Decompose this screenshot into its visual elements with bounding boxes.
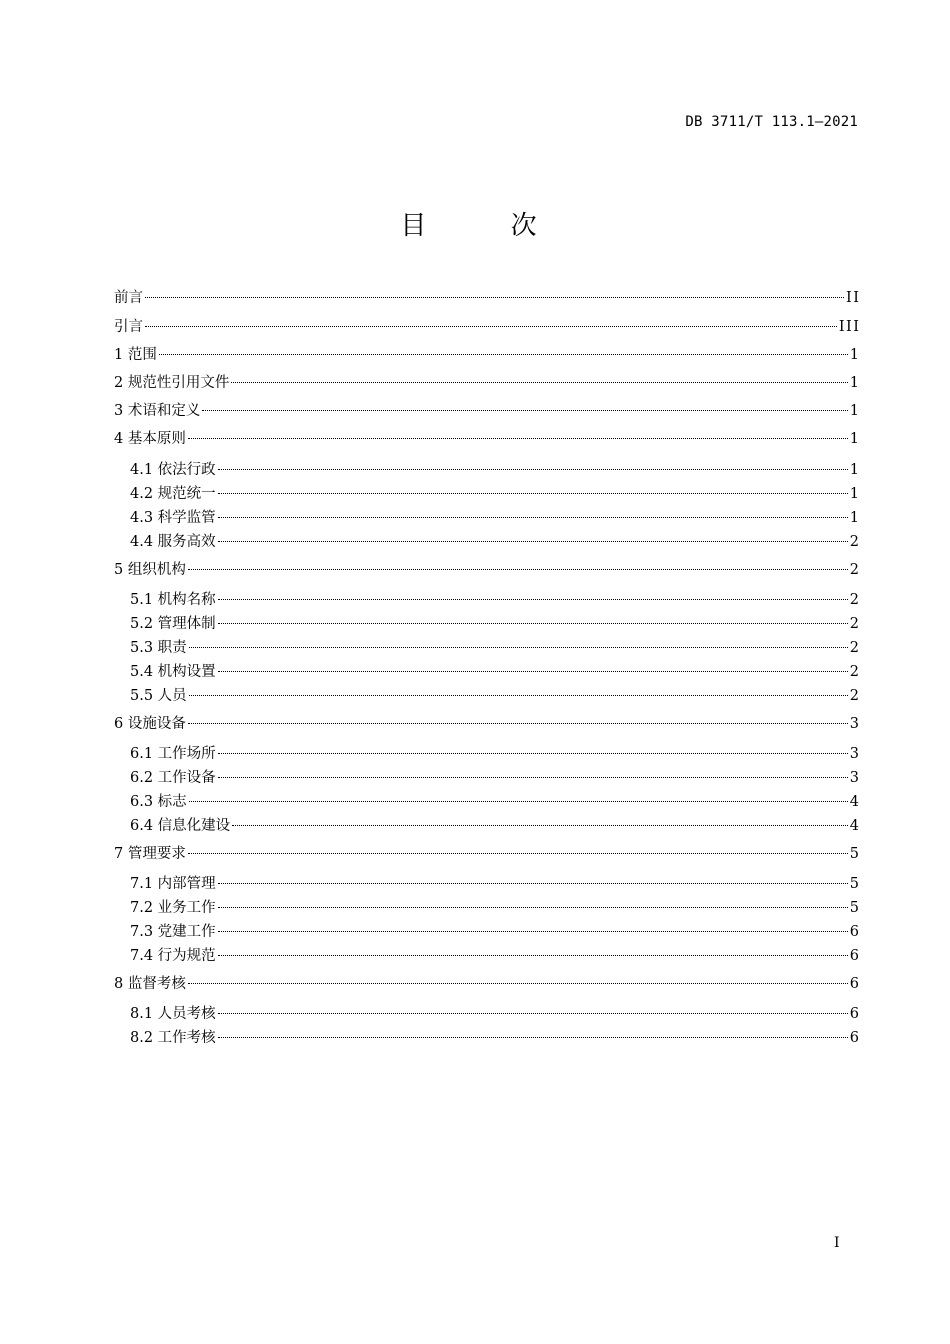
toc-entry-page: 2 [849,640,861,656]
toc-entry-label: 5.2 管理体制 [130,616,216,632]
toc-entry[interactable] [130,742,859,766]
toc-entry-label: 引言 [114,319,143,335]
toc-dot-leader [188,438,848,439]
toc-entry[interactable] [130,660,859,684]
toc-dot-leader [231,382,847,383]
toc-dot-leader [188,983,848,984]
toc-entry-label: 6 设施设备 [114,716,186,732]
toc-entry-label: 8.1 人员考核 [130,1006,216,1022]
page-number: I [834,1235,840,1251]
toc-dot-leader [218,469,848,470]
toc-entry-page: 2 [849,664,861,680]
toc-entry-page: 1 [849,375,861,391]
toc-entry-label: 4.4 服务高效 [130,534,216,550]
toc-entry-page: 1 [849,403,861,419]
toc-entry-label: 6.1 工作场所 [130,746,216,762]
toc-dot-leader [218,931,848,932]
toc-dot-leader [188,853,848,854]
toc-entry-page: III [838,319,861,335]
toc-entry[interactable] [130,482,859,506]
toc-entry[interactable] [114,343,859,367]
toc-entry-label: 4 基本原则 [114,431,186,447]
toc-dot-leader [218,1013,848,1014]
toc-entry[interactable] [114,712,859,736]
toc-dot-leader [218,955,848,956]
toc-entry-label: 5.4 机构设置 [130,664,216,680]
toc-entry[interactable] [130,814,859,838]
toc-entry-label: 5.3 职责 [130,640,187,656]
toc-entry-label: 7.4 行为规范 [130,948,216,964]
toc-entry-page: 1 [849,510,861,526]
toc-dot-leader [189,801,848,802]
toc-entry[interactable] [130,766,859,790]
toc-entry-label: 6.4 信息化建设 [130,818,231,834]
toc-entry[interactable] [130,636,859,660]
toc-entry[interactable] [130,530,859,554]
toc-dot-leader [202,410,847,411]
toc-entry-label: 8 监督考核 [114,976,186,992]
toc-entry-page: 6 [849,976,861,992]
toc-entry-page: 2 [849,688,861,704]
toc-entry[interactable] [130,506,859,530]
toc-entry-label: 4.1 依法行政 [130,462,216,478]
toc-dot-leader [218,517,848,518]
toc-entry[interactable] [130,684,859,708]
toc-entry-label: 5.5 人员 [130,688,187,704]
toc-entry[interactable] [130,458,859,482]
toc-dot-leader [145,326,837,327]
toc-entry-page: 6 [849,924,861,940]
toc-entry[interactable] [130,1026,859,1050]
toc-entry-label: 前言 [114,290,143,306]
toc-entry-label: 7.2 业务工作 [130,900,216,916]
toc-entry-page: 1 [849,462,861,478]
toc-dot-leader [188,723,848,724]
toc-entry[interactable] [130,588,859,612]
toc-entry[interactable] [114,842,859,866]
toc-entry[interactable] [130,920,859,944]
toc-entry[interactable] [114,371,859,395]
toc-entry-page: 2 [849,562,861,578]
toc-entry[interactable] [114,286,859,310]
toc-entry[interactable] [130,612,859,636]
toc-dot-leader [232,825,848,826]
toc-entry-page: 2 [849,616,861,632]
toc-entry[interactable] [114,315,859,339]
toc-dot-leader [218,493,848,494]
toc-entry-label: 4.2 规范统一 [130,486,216,502]
toc-entry-label: 5.1 机构名称 [130,592,216,608]
toc-entry-page: 6 [849,1030,861,1046]
toc-entry[interactable] [114,972,859,996]
toc-entry-label: 7 管理要求 [114,846,186,862]
toc-entry-page: 5 [849,846,861,862]
toc-entry-page: 1 [849,486,861,502]
toc-entry-page: 1 [849,347,861,363]
toc-dot-leader [188,569,848,570]
toc-entry-label: 3 术语和定义 [114,403,201,419]
toc-entry[interactable] [130,790,859,814]
toc-dot-leader [218,623,848,624]
toc-dot-leader [218,599,848,600]
toc-entry-label: 5 组织机构 [114,562,186,578]
toc-dot-leader [218,541,848,542]
toc-entry-page: 2 [849,534,861,550]
toc-entry-page: 2 [849,592,861,608]
toc-title: 目 次 [400,211,575,241]
toc-entry-label: 7.3 党建工作 [130,924,216,940]
toc-entry-page: 4 [849,818,861,834]
toc-entry[interactable] [130,896,859,920]
toc-entry-label: 1 范围 [114,347,157,363]
toc-dot-leader [218,907,848,908]
toc-entry[interactable] [114,399,859,423]
document-code: DB 3711/T 113.1—2021 [685,114,858,130]
toc-entry-page: 3 [849,716,861,732]
toc-entry-page: 1 [849,431,861,447]
toc-dot-leader [218,753,848,754]
toc-entry[interactable] [114,558,859,582]
toc-dot-leader [159,354,848,355]
toc-entry-page: 6 [849,1006,861,1022]
toc-entry-page: 3 [849,770,861,786]
toc-dot-leader [189,695,848,696]
toc-entry-label: 4.3 科学监管 [130,510,216,526]
toc-dot-leader [189,647,848,648]
toc-entry[interactable] [130,872,859,896]
toc-entry[interactable] [114,427,859,451]
toc-dot-leader [218,883,848,884]
toc-entry[interactable] [130,1002,859,1026]
toc-entry[interactable] [130,944,859,968]
toc-entry-label: 2 规范性引用文件 [114,375,230,391]
toc-entry-page: 3 [849,746,861,762]
toc-dot-leader [218,777,848,778]
toc-dot-leader [145,297,844,298]
toc-entry-page: II [846,290,861,306]
toc-entry-label: 6.2 工作设备 [130,770,216,786]
toc-dot-leader [218,1037,848,1038]
toc-entry-page: 6 [849,948,861,964]
toc-dot-leader [218,671,848,672]
toc-entry-page: 5 [849,900,861,916]
toc-entry-page: 5 [849,876,861,892]
toc-entry-label: 6.3 标志 [130,794,187,810]
toc-entry-label: 7.1 内部管理 [130,876,216,892]
toc-entry-label: 8.2 工作考核 [130,1030,216,1046]
toc-entry-page: 4 [849,794,861,810]
